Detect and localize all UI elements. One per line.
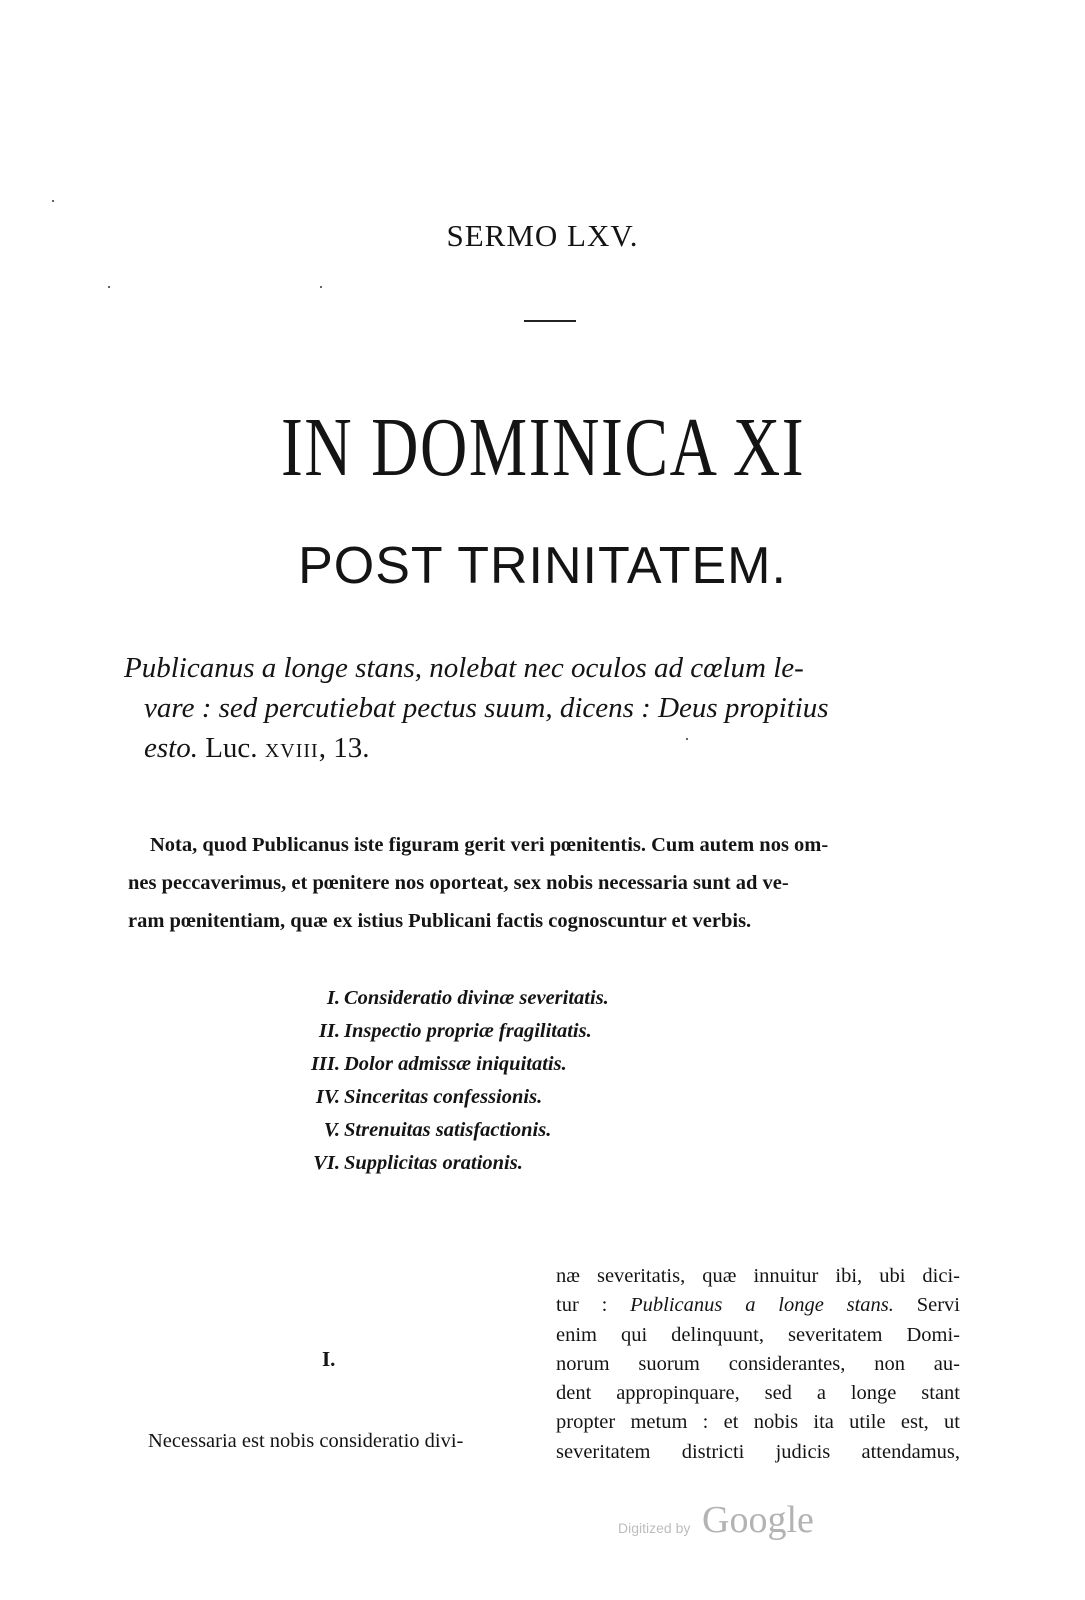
right-column xyxy=(556,1262,960,1467)
epigraph-ref-chapter: xviii xyxy=(264,732,319,764)
right-column-line: enim qui delinquunt, severitatem Domi- xyxy=(556,1323,960,1346)
epigraph-ref-pre: Luc. xyxy=(197,732,265,764)
point-number: IV. xyxy=(315,1086,340,1108)
intro-paragraph xyxy=(128,826,970,940)
epigraph-line-1: Publicanus a longe stans, nolebat nec oculos ad cœlum le- xyxy=(124,652,804,684)
point-text: Inspectio propriæ fragilitatis. xyxy=(344,1020,592,1042)
right-column-line: næ severitatis, quæ innuitur ibi, ubi dici- xyxy=(556,1265,960,1287)
right-line2-quote: Publicanus a longe stans. xyxy=(630,1294,894,1317)
list-item xyxy=(290,1081,770,1114)
digitized-watermark xyxy=(618,1500,878,1560)
print-speck xyxy=(108,286,110,288)
right-column-line: dent appropinquare, sed a longe stant xyxy=(556,1382,960,1405)
list-item xyxy=(290,1048,770,1081)
point-number: III. xyxy=(310,1053,340,1075)
right-column-line: propter metum : et nobis ita utile est, ut xyxy=(556,1411,960,1434)
left-column xyxy=(148,1427,538,1456)
right-column-line: severitatem districti judicis attendamus, xyxy=(556,1440,960,1463)
point-number: I. xyxy=(326,987,340,1009)
point-text: Strenuitas satisfactionis. xyxy=(344,1119,552,1141)
intro-line: nes peccaverimus, et pœnitere nos oporteat, sex nobis necessaria sunt ad ve- xyxy=(128,872,789,894)
intro-line: Nota, quod Publicanus iste figuram gerit veri pœnitentis. Cum autem nos om- xyxy=(150,834,829,856)
right-line2-pre: tur : xyxy=(556,1294,631,1317)
right-line2-post: Servi xyxy=(893,1294,961,1317)
point-number: V. xyxy=(323,1119,340,1141)
point-text: Supplicitas orationis. xyxy=(344,1152,523,1174)
title-separator xyxy=(524,320,576,322)
list-item xyxy=(290,982,770,1015)
point-number: VI. xyxy=(313,1152,340,1174)
section-numeral: I. xyxy=(322,1347,336,1371)
intro-line: ram pœnitentiam, quæ ex istius Publicani factis cognoscuntur et verbis. xyxy=(128,910,752,932)
print-speck xyxy=(686,738,688,740)
list-item xyxy=(290,1114,770,1147)
right-column-line: norum suorum considerantes, non au- xyxy=(556,1352,960,1375)
epigraph-ref-post: , 13. xyxy=(318,732,370,764)
print-speck xyxy=(320,286,322,288)
point-text: Sinceritas confessionis. xyxy=(344,1086,543,1108)
list-item xyxy=(290,1015,770,1048)
points-list xyxy=(290,982,770,1180)
epigraph-line-2: vare : sed percutiebat pectus suum, dicens : Deus propitius xyxy=(144,692,829,724)
left-column-line: Necessaria est nobis consideratio divi- xyxy=(148,1430,464,1452)
watermark-small-text: Digitized by xyxy=(618,1520,691,1536)
epigraph-line-3: esto. xyxy=(144,732,198,764)
print-speck xyxy=(52,200,54,202)
epigraph xyxy=(124,648,970,768)
point-number: II. xyxy=(318,1020,340,1042)
right-column-line xyxy=(556,1291,960,1320)
list-item xyxy=(290,1147,770,1180)
point-text: Dolor admissæ iniquitatis. xyxy=(344,1053,567,1075)
page-title: IN DOMINICA XI xyxy=(280,401,806,494)
page-subtitle: POST TRINITATEM. xyxy=(298,537,787,595)
point-text: Consideratio divinæ severitatis. xyxy=(344,987,609,1009)
sermon-number: SERMO LXV. xyxy=(446,218,639,253)
google-logo: Google xyxy=(702,1499,814,1541)
